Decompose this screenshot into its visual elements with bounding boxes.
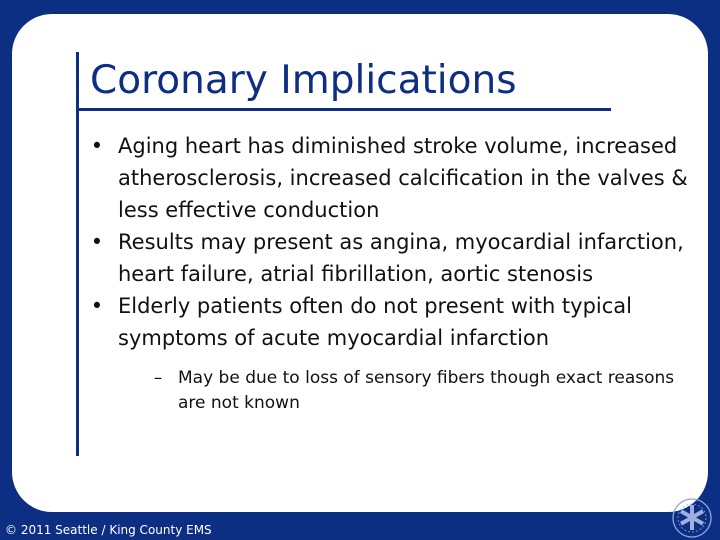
slide-title: Coronary Implications: [90, 58, 517, 103]
bullet-marker: •: [90, 294, 104, 318]
sub-bullet-marker: –: [153, 368, 163, 388]
sub-bullet-list: [148, 366, 693, 416]
bullet-text: Elderly patients often do not present with typical symptoms of acute myocardial infarction: [118, 294, 633, 350]
bullet-item: [88, 290, 693, 416]
bullet-item: [88, 226, 693, 290]
bullet-item: [88, 130, 693, 226]
bullet-text: Aging heart has diminished stroke volume, increased atherosclerosis, increased calcification in the valves & less effective conduction: [118, 134, 688, 222]
sub-bullet-item: [148, 366, 693, 416]
sub-bullet-text: May be due to loss of sensory fibers though exact reasons are not known: [178, 368, 675, 413]
footer-copyright: © 2011 Seattle / King County EMS: [5, 523, 212, 537]
bullet-text: Results may present as angina, myocardial infarction, heart failure, atrial fibrillation, aortic stenosis: [118, 230, 684, 286]
star-of-life-seal-icon: [670, 496, 714, 540]
title-underline: [76, 108, 611, 111]
vertical-rule: [76, 52, 79, 456]
bullet-marker: •: [90, 134, 104, 158]
bullet-list: [88, 130, 693, 416]
bullet-marker: •: [90, 230, 104, 254]
